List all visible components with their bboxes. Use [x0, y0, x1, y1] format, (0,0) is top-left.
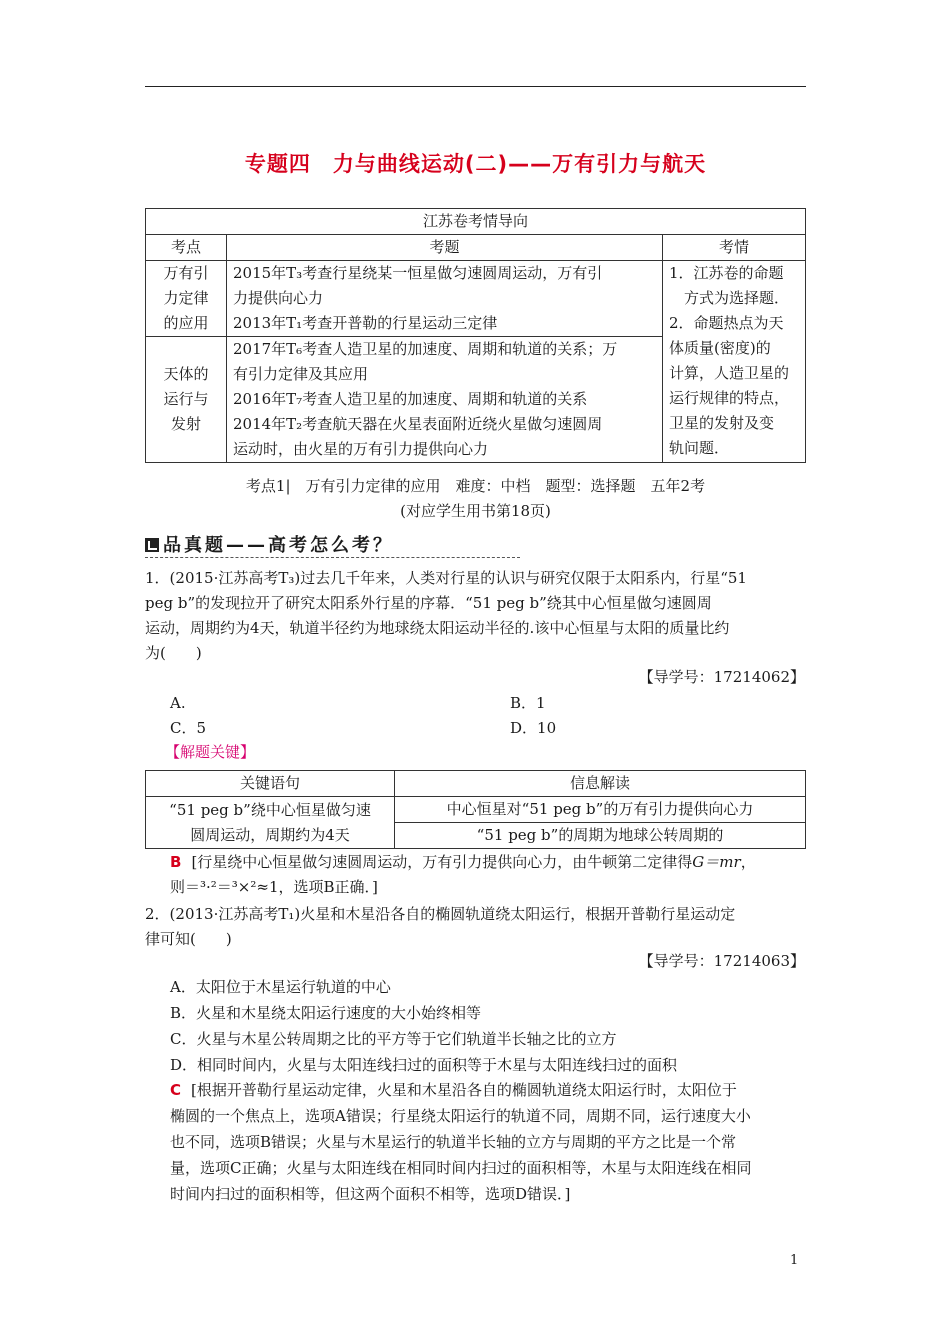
guide-topic-line: 天体的	[163, 365, 209, 383]
key-reading-cell: 中心恒星对“51 peg b”的万有引力提供向心力	[395, 797, 806, 823]
guide-question-line: 2016年T₇考查人造卫星的加速度、周期和轨道的关系	[233, 390, 588, 408]
q2-options	[170, 974, 806, 1078]
guide-situation-line: 计算，人造卫星的	[669, 364, 790, 382]
guide-question-line: 2017年T₆考查人造卫星的加速度、周期和轨道的关系；万	[233, 340, 618, 358]
q1-solution-line: B [行星绕中心恒星做匀速圆周运动，万有引力提供向心力，由牛顿第二定律得G＝mr，	[170, 853, 756, 871]
guide-situation-line: 体质量(密度)的	[669, 339, 771, 357]
guide-questions-cell	[227, 337, 663, 463]
q1-option-b: B．1	[510, 694, 546, 712]
guide-question-line: 2013年T₁考查开普勒的行星运动三定律	[233, 314, 498, 332]
q1-option-d: D．10	[510, 719, 557, 737]
page-number: 1	[790, 1253, 799, 1268]
q2-option-c: C．火星与木星公转周期之比的平方等于它们轨道半长轴之比的立方	[170, 1030, 617, 1048]
question-line: 运动，周期约为4天，轨道半径约为地球绕太阳运动半径的.该中心恒星与太阳的质量比约	[145, 619, 730, 637]
q2-option-b: B．火星和木星绕太阳运行速度的大小始终相等	[170, 1004, 482, 1022]
question-2	[145, 902, 806, 952]
q2-solution-line	[170, 1077, 806, 1103]
q1-explanation-text: [行星绕中心恒星做匀速圆周运动，万有引力提供向心力，由牛顿第二定律得	[191, 853, 693, 871]
kaodian-heading: 考点1| 万有引力定律的应用 难度：中档 题型：选择题 五年2考	[245, 477, 706, 495]
solution-key-label: 【解题关键】	[165, 743, 256, 761]
q2-solution-line: 椭圆的一个焦点上，选项A错误；行星绕太阳运行的轨道不同，周期不同，运行速度大小	[170, 1107, 751, 1125]
guide-topic-cell	[146, 261, 227, 337]
guide-questions-cell	[227, 261, 663, 337]
guide-question-line: 2015年T₃考查行星绕某一恒星做匀速圆周运动，万有引	[233, 264, 603, 282]
guide-topic-cell	[146, 337, 227, 463]
guide-situation-line: 方式为选择题．	[669, 289, 790, 307]
key-statement-line: “51 peg b”绕中心恒星做匀速	[169, 800, 371, 819]
guide-topic-line: 运行与	[163, 390, 209, 408]
section-title: 品真题——高考怎么考？	[163, 535, 394, 556]
pen-square-icon	[145, 538, 159, 552]
guide-question-line: 2014年T₂考查航天器在火星表面附近绕火星做匀速圆周	[233, 415, 603, 433]
guide-header-topic: 考点	[146, 235, 227, 261]
question-line: 律可知( )	[145, 930, 232, 948]
guide-number-2: 【导学号：17214063】	[638, 952, 805, 970]
q1-explanation-formula: G＝mr	[692, 853, 741, 871]
guide-header-questions: 考题	[227, 235, 663, 261]
question-line: 2．(2013·江苏高考T₁)火星和木星沿各自的椭圆轨道绕太阳运行，根据开普勒行星运动定	[145, 905, 736, 923]
guide-situation-line: 卫星的发射及变	[669, 414, 775, 432]
guide-topic-line: 万有引	[163, 264, 209, 282]
guide-topic-line: 的应用	[163, 314, 209, 332]
guide-header-situation: 考情	[663, 235, 806, 261]
q1-option-c: C．5	[170, 719, 207, 737]
guide-situation-line: 1．江苏卷的命题	[669, 264, 784, 282]
header-rule	[145, 86, 806, 87]
guide-situation-line: 运行规律的特点，	[669, 389, 790, 407]
question-1	[145, 566, 806, 666]
key-statement-line: 圆周运动，周期约为4天	[190, 825, 350, 844]
kaodian-book-ref: (对应学生用书第18页)	[400, 502, 551, 520]
guide-situation-line: 2．命题热点为天	[669, 314, 784, 332]
guide-topic-line: 发射	[170, 415, 201, 433]
q2-solution-line: 时间内扫过的面积相等，但这两个面积不相等，选项D错误．]	[170, 1185, 571, 1203]
q2-option-d: D．相同时间内，火星与太阳连线扫过的面积等于木星与太阳连线扫过的面积	[170, 1056, 678, 1074]
q1-solution	[170, 850, 806, 900]
guide-question-line: 力提供向心力	[233, 289, 324, 307]
guide-question-line: 有引力定律及其应用	[233, 365, 369, 383]
question-line: peg b”的发现拉开了研究太阳系外行星的序幕．“51 peg b”绕其中心恒星做匀速圆周	[145, 594, 712, 612]
exam-guide-table	[145, 208, 806, 463]
q2-option-a: A．太阳位于木星运行轨道的中心	[170, 978, 391, 996]
q1-solution-line: 则＝³·²＝³×²≈1，选项B正确．]	[170, 878, 378, 896]
section-heading	[145, 531, 520, 558]
q1-answer: B	[170, 853, 182, 871]
guide-topic-line: 力定律	[163, 289, 209, 307]
guide-question-line: 运动时，由火星的万有引力提供向心力	[233, 440, 489, 458]
page-title: 专题四 力与曲线运动(二)——万有引力与航天	[244, 152, 707, 176]
key-info-table	[145, 770, 806, 849]
question-line: 1．(2015·江苏高考T₃)过去几千年来，人类对行星的认识与研究仅限于太阳系内，行星“51	[145, 569, 747, 587]
key-reading-cell: “51 peg b”的周期为地球公转周期的	[395, 823, 806, 849]
q2-answer: C	[170, 1081, 182, 1099]
q2-explanation-text: [根据开普勒行星运动定律，火星和木星沿各自的椭圆轨道绕太阳运行时，太阳位于	[191, 1081, 737, 1099]
guide-caption: 江苏卷考情导向	[146, 209, 806, 235]
guide-situation-cell	[663, 261, 806, 463]
q2-solution	[170, 1077, 806, 1207]
guide-number-1: 【导学号：17214062】	[638, 668, 805, 686]
q1-option-a: A.	[170, 694, 186, 712]
guide-situation-line: 轨问题．	[669, 439, 730, 457]
q2-solution-line: 量，选项C正确；火星与太阳连线在相同时间内扫过的面积相等，木星与太阳连线在相同	[170, 1159, 752, 1177]
key-header-reading: 信息解读	[395, 771, 806, 797]
q2-solution-line: 也不同，选项B错误；火星与木星运行的轨道半长轴的立方与周期的平方之比是一个常	[170, 1133, 737, 1151]
key-header-statement: 关键语句	[146, 771, 395, 797]
question-line: 为( )	[145, 644, 202, 662]
key-statement-cell	[146, 797, 395, 849]
